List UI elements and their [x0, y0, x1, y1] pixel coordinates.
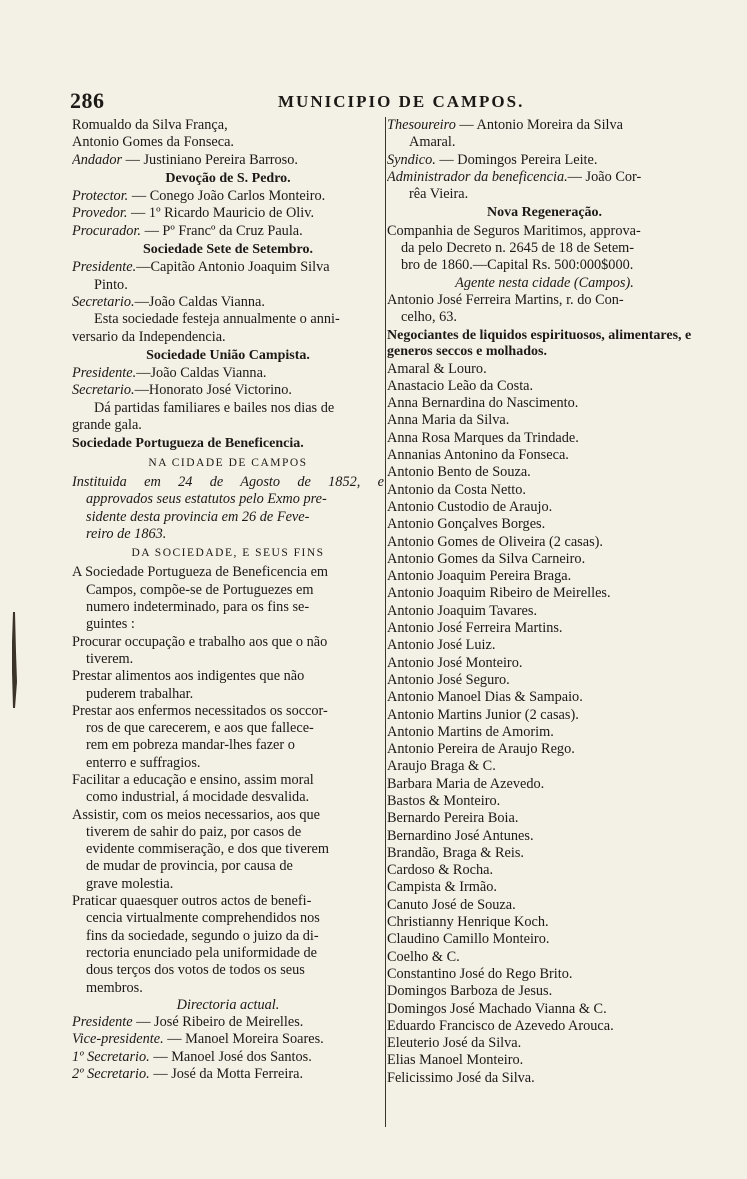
role-label: Syndico.: [387, 151, 436, 168]
merchant-entry: Antonio Martins Junior (2 casas).: [387, 706, 579, 723]
merchant-entry: Antonio da Costa Netto.: [387, 481, 526, 498]
merchant-entry: Annanias Antonino da Fonseca.: [387, 447, 569, 464]
merchant-entry: Antonio Joaquim Tavares.: [387, 602, 538, 619]
section-heading-devocao: Devoção de S. Pedro.: [165, 170, 291, 186]
merchant-entry: Bernardo Pereira Boia.: [387, 810, 519, 827]
person-name: — José Ribeiro de Meirelles.: [136, 1014, 304, 1031]
merchant-entry: Antonio José Seguro.: [387, 671, 510, 688]
person-name: —João Caldas Vianna.: [136, 365, 267, 382]
merchant-entry: Bernardino José Antunes.: [387, 827, 534, 844]
aim-line: como industrial, á mocidade desvalida.: [86, 789, 310, 806]
aim-line: de mudar de provincia, por causa de: [86, 858, 293, 875]
aim-line: tiverem.: [86, 650, 134, 667]
merchant-entry: Antonio Pereira de Araujo Rego.: [387, 741, 575, 758]
aim-line: grave molestia.: [86, 875, 174, 892]
merchant-entry: Anastacio Leão da Costa.: [387, 377, 534, 394]
merchant-entry: Antonio Joaquim Ribeiro de Meirelles.: [387, 585, 611, 602]
running-title: MUNICIPIO DE CAMPOS.: [278, 92, 525, 111]
aim-line: rectoria enunciado pela uniformidade de: [86, 944, 318, 961]
role-label: Andador: [72, 151, 123, 168]
text-line: guintes :: [86, 616, 135, 633]
text-line: Instituida em 24 de Agosto de 1852, e: [72, 473, 384, 490]
person-name: —Capitão Antonio Joaquim Silva: [136, 259, 330, 276]
merchant-entry: Amaral & Louro.: [387, 360, 487, 377]
aim-line: ros de que carecerem, e aos que fallece-: [86, 720, 314, 737]
text-line: da pelo Decreto n. 2645 de 18 de Setem-: [401, 240, 635, 257]
officer-entry: [387, 152, 702, 169]
merchant-entry: Canuto José de Souza.: [387, 896, 516, 913]
merchant-entry: Eduardo Francisco de Azevedo Arouca.: [387, 1017, 614, 1034]
andador-entry: [72, 152, 384, 169]
text-line: numero indeterminado, para os fins se-: [86, 599, 310, 616]
merchant-entry: Cardoso & Rocha.: [387, 862, 494, 879]
role-label: Administrador da beneficencia.: [387, 168, 568, 185]
person-name: — Conego João Carlos Monteiro.: [131, 188, 326, 205]
merchant-entry: Antonio Gonçalves Borges.: [387, 516, 546, 533]
text-line: Amaral.: [409, 134, 456, 151]
officer-entry: [72, 1014, 384, 1031]
text-line: approvados seus estatutos pelo Exmo pre-: [86, 491, 327, 508]
left-column: [72, 117, 384, 1083]
officer-entry: [72, 1049, 384, 1066]
merchant-entry: Anna Maria da Silva.: [387, 412, 510, 429]
officer-entry: [72, 365, 384, 382]
person-name: — Domingos Pereira Leite.: [439, 151, 598, 168]
merchant-entry: Domingos José Machado Vianna & C.: [387, 1000, 607, 1017]
text-line: A Sociedade Portugueza de Beneficencia em: [72, 564, 329, 581]
person-name: — Pº Francº da Cruz Paula.: [144, 222, 303, 239]
page-header: [70, 88, 702, 114]
merchant-entry: Antonio José Luiz.: [387, 637, 496, 654]
aim-line: Facilitar a educação e ensino, assim moral: [72, 771, 314, 788]
text-line: Dá partidas familiares e bailes nos dias de: [94, 399, 335, 416]
text-line: Campos, compõe-se de Portuguezes em: [86, 581, 314, 598]
role-label: Thesoureiro: [387, 117, 456, 133]
merchant-list: [387, 361, 702, 1087]
aim-line: dous terços dos votos de todos os seus: [86, 962, 305, 979]
officer-entry: [72, 382, 384, 399]
merchant-entry: Antonio Martins de Amorim.: [387, 723, 554, 740]
person-name: — João Cor-: [567, 168, 642, 185]
officer-entry: [72, 1031, 384, 1048]
person-name: — Antonio Moreira da Silva: [459, 117, 624, 133]
officer-entry: [72, 188, 384, 205]
officer-entry: [72, 294, 384, 311]
aim-line: enterro e suffragios.: [86, 754, 201, 771]
officer-entry: [72, 223, 384, 240]
subheading-fins: DA SOCIEDADE, E SEUS FINS: [131, 547, 325, 560]
text-line: Antonio Gomes da Fonseca.: [72, 134, 235, 151]
merchant-entry: Domingos Barboza de Jesus.: [387, 983, 553, 1000]
merchant-entry: Anna Rosa Marques da Trindade.: [387, 429, 579, 446]
section-heading-nova: Nova Regeneração.: [486, 205, 603, 221]
text-line: grande gala.: [72, 417, 142, 434]
merchant-entry: Christianny Henrique Koch.: [387, 914, 549, 931]
aim-line: rem em pobreza mandar-lhes fazer o: [86, 737, 295, 754]
officer-entry: [387, 117, 702, 134]
role-label: Procurador.: [72, 222, 141, 239]
person-name: — Justiniano Pereira Barroso.: [125, 151, 298, 168]
officer-entry: [72, 259, 384, 276]
section-heading-portugueza: Sociedade Portugueza de Beneficencia.: [72, 436, 304, 452]
aim-line: Praticar quaesquer outros actos de benefi-: [72, 893, 312, 910]
role-label: Vice-presidente.: [72, 1031, 164, 1048]
merchant-entry: Antonio Joaquim Pereira Braga.: [387, 568, 572, 585]
aim-line: puderem trabalhar.: [86, 685, 194, 702]
person-name: —João Caldas Vianna.: [134, 293, 265, 310]
merchant-entry: Coelho & C.: [387, 948, 460, 965]
role-label: Secretario.: [72, 293, 135, 310]
aim-line: Prestar alimentos aos indigentes que não: [72, 668, 305, 685]
role-label: Presidente: [72, 1014, 133, 1031]
text-line: rêa Vieira.: [409, 186, 469, 203]
merchant-entry: Anna Bernardina do Nascimento.: [387, 395, 579, 412]
aim-line: Procurar occupação e trabalho aos que o não: [72, 633, 328, 650]
merchant-entry: Araujo Braga & C.: [387, 758, 496, 775]
role-label: Presidente.: [72, 365, 137, 382]
text-line: Esta sociedade festeja annualmente o anni-: [94, 311, 340, 328]
section-heading-uniao: Sociedade União Campista.: [146, 347, 310, 363]
text-line: versario da Independencia.: [72, 328, 226, 345]
text-line: Romualdo da Silva França,: [72, 117, 228, 133]
agent-label: Agente nesta cidade (Campos).: [455, 274, 634, 291]
text-line: reiro de 1863.: [86, 525, 167, 542]
merchant-entry: Antonio José Monteiro.: [387, 654, 523, 671]
merchant-entry: Constantino José do Rego Brito.: [387, 965, 573, 982]
merchant-entry: Antonio Custodio de Araujo.: [387, 498, 553, 515]
section-heading-negociantes: Negociantes de liquidos espirituosos, alimentares, e generos seccos e molhados.: [387, 327, 692, 359]
merchant-entry: Antonio José Ferreira Martins.: [387, 620, 563, 637]
merchant-entry: Antonio Bento de Souza.: [387, 464, 531, 481]
officer-entry: [72, 1066, 384, 1083]
text-line: Antonio José Ferreira Martins, r. do Con-: [387, 291, 624, 308]
role-label: 2º Secretario.: [72, 1066, 150, 1083]
subheading-directoria: Directoria actual.: [176, 996, 280, 1013]
aim-line: Prestar aos enfermos necessitados os soccor-: [72, 702, 328, 719]
merchant-entry: Campista & Irmão.: [387, 879, 497, 896]
merchant-entry: Bastos & Monteiro.: [387, 792, 501, 809]
merchant-entry: Claudino Camillo Monteiro.: [387, 931, 550, 948]
person-name: — Manoel José dos Santos.: [153, 1048, 312, 1065]
role-label: Protector.: [72, 188, 129, 205]
margin-ink-mark: [10, 612, 18, 708]
merchant-entry: Felicissimo José da Silva.: [387, 1069, 535, 1086]
aim-line: cencia virtualmente comprehendidos nos: [86, 910, 320, 927]
role-label: Presidente.: [72, 259, 137, 276]
merchant-entry: Antonio Gomes de Oliveira (2 casas).: [387, 533, 603, 550]
column-divider: [385, 117, 386, 1127]
merchant-entry: Antonio Manoel Dias & Sampaio.: [387, 689, 583, 706]
aim-line: tiverem de sahir do paiz, por casos de: [86, 823, 302, 840]
section-heading-sete: Sociedade Sete de Setembro.: [142, 242, 314, 258]
role-label: Secretario.: [72, 382, 135, 399]
person-name: — Manoel Moreira Soares.: [167, 1031, 324, 1048]
aim-line: Assistir, com os meios necessarios, aos que: [72, 806, 320, 823]
merchant-entry: Eleuterio José da Silva.: [387, 1035, 522, 1052]
page-number: 286: [70, 88, 105, 113]
person-name: — 1º Ricardo Mauricio de Oliv.: [131, 205, 315, 222]
text-line: celho, 63.: [401, 309, 457, 326]
text-line: sidente desta provincia em 26 de Feve-: [86, 508, 310, 525]
role-label: 1º Secretario.: [72, 1048, 150, 1065]
officer-entry: [387, 169, 702, 186]
role-label: Provedor.: [72, 205, 128, 222]
person-name: — José da Motta Ferreira.: [153, 1066, 304, 1083]
right-column: [387, 117, 702, 1087]
person-name: —Honorato José Victorino.: [134, 382, 292, 399]
aim-line: evidente commiseração, e dos que tiverem: [86, 841, 329, 858]
aim-line: fins da sociedade, segundo o juizo da di-: [86, 927, 319, 944]
merchant-entry: Antonio Gomes da Silva Carneiro.: [387, 550, 586, 567]
text-line: bro de 1860.—Capital Rs. 500:000$000.: [401, 257, 634, 274]
subheading-city: NA CIDADE DE CAMPOS: [148, 456, 308, 469]
merchant-entry: Barbara Maria de Azevedo.: [387, 775, 545, 792]
aim-line: membros.: [86, 979, 143, 996]
merchant-entry: Brandão, Braga & Reis.: [387, 844, 524, 861]
text-line: Companhia de Seguros Maritimos, approva-: [387, 222, 641, 239]
officer-entry: [72, 205, 384, 222]
merchant-entry: Elias Manoel Monteiro.: [387, 1052, 524, 1069]
text-line: Pinto.: [94, 276, 128, 293]
